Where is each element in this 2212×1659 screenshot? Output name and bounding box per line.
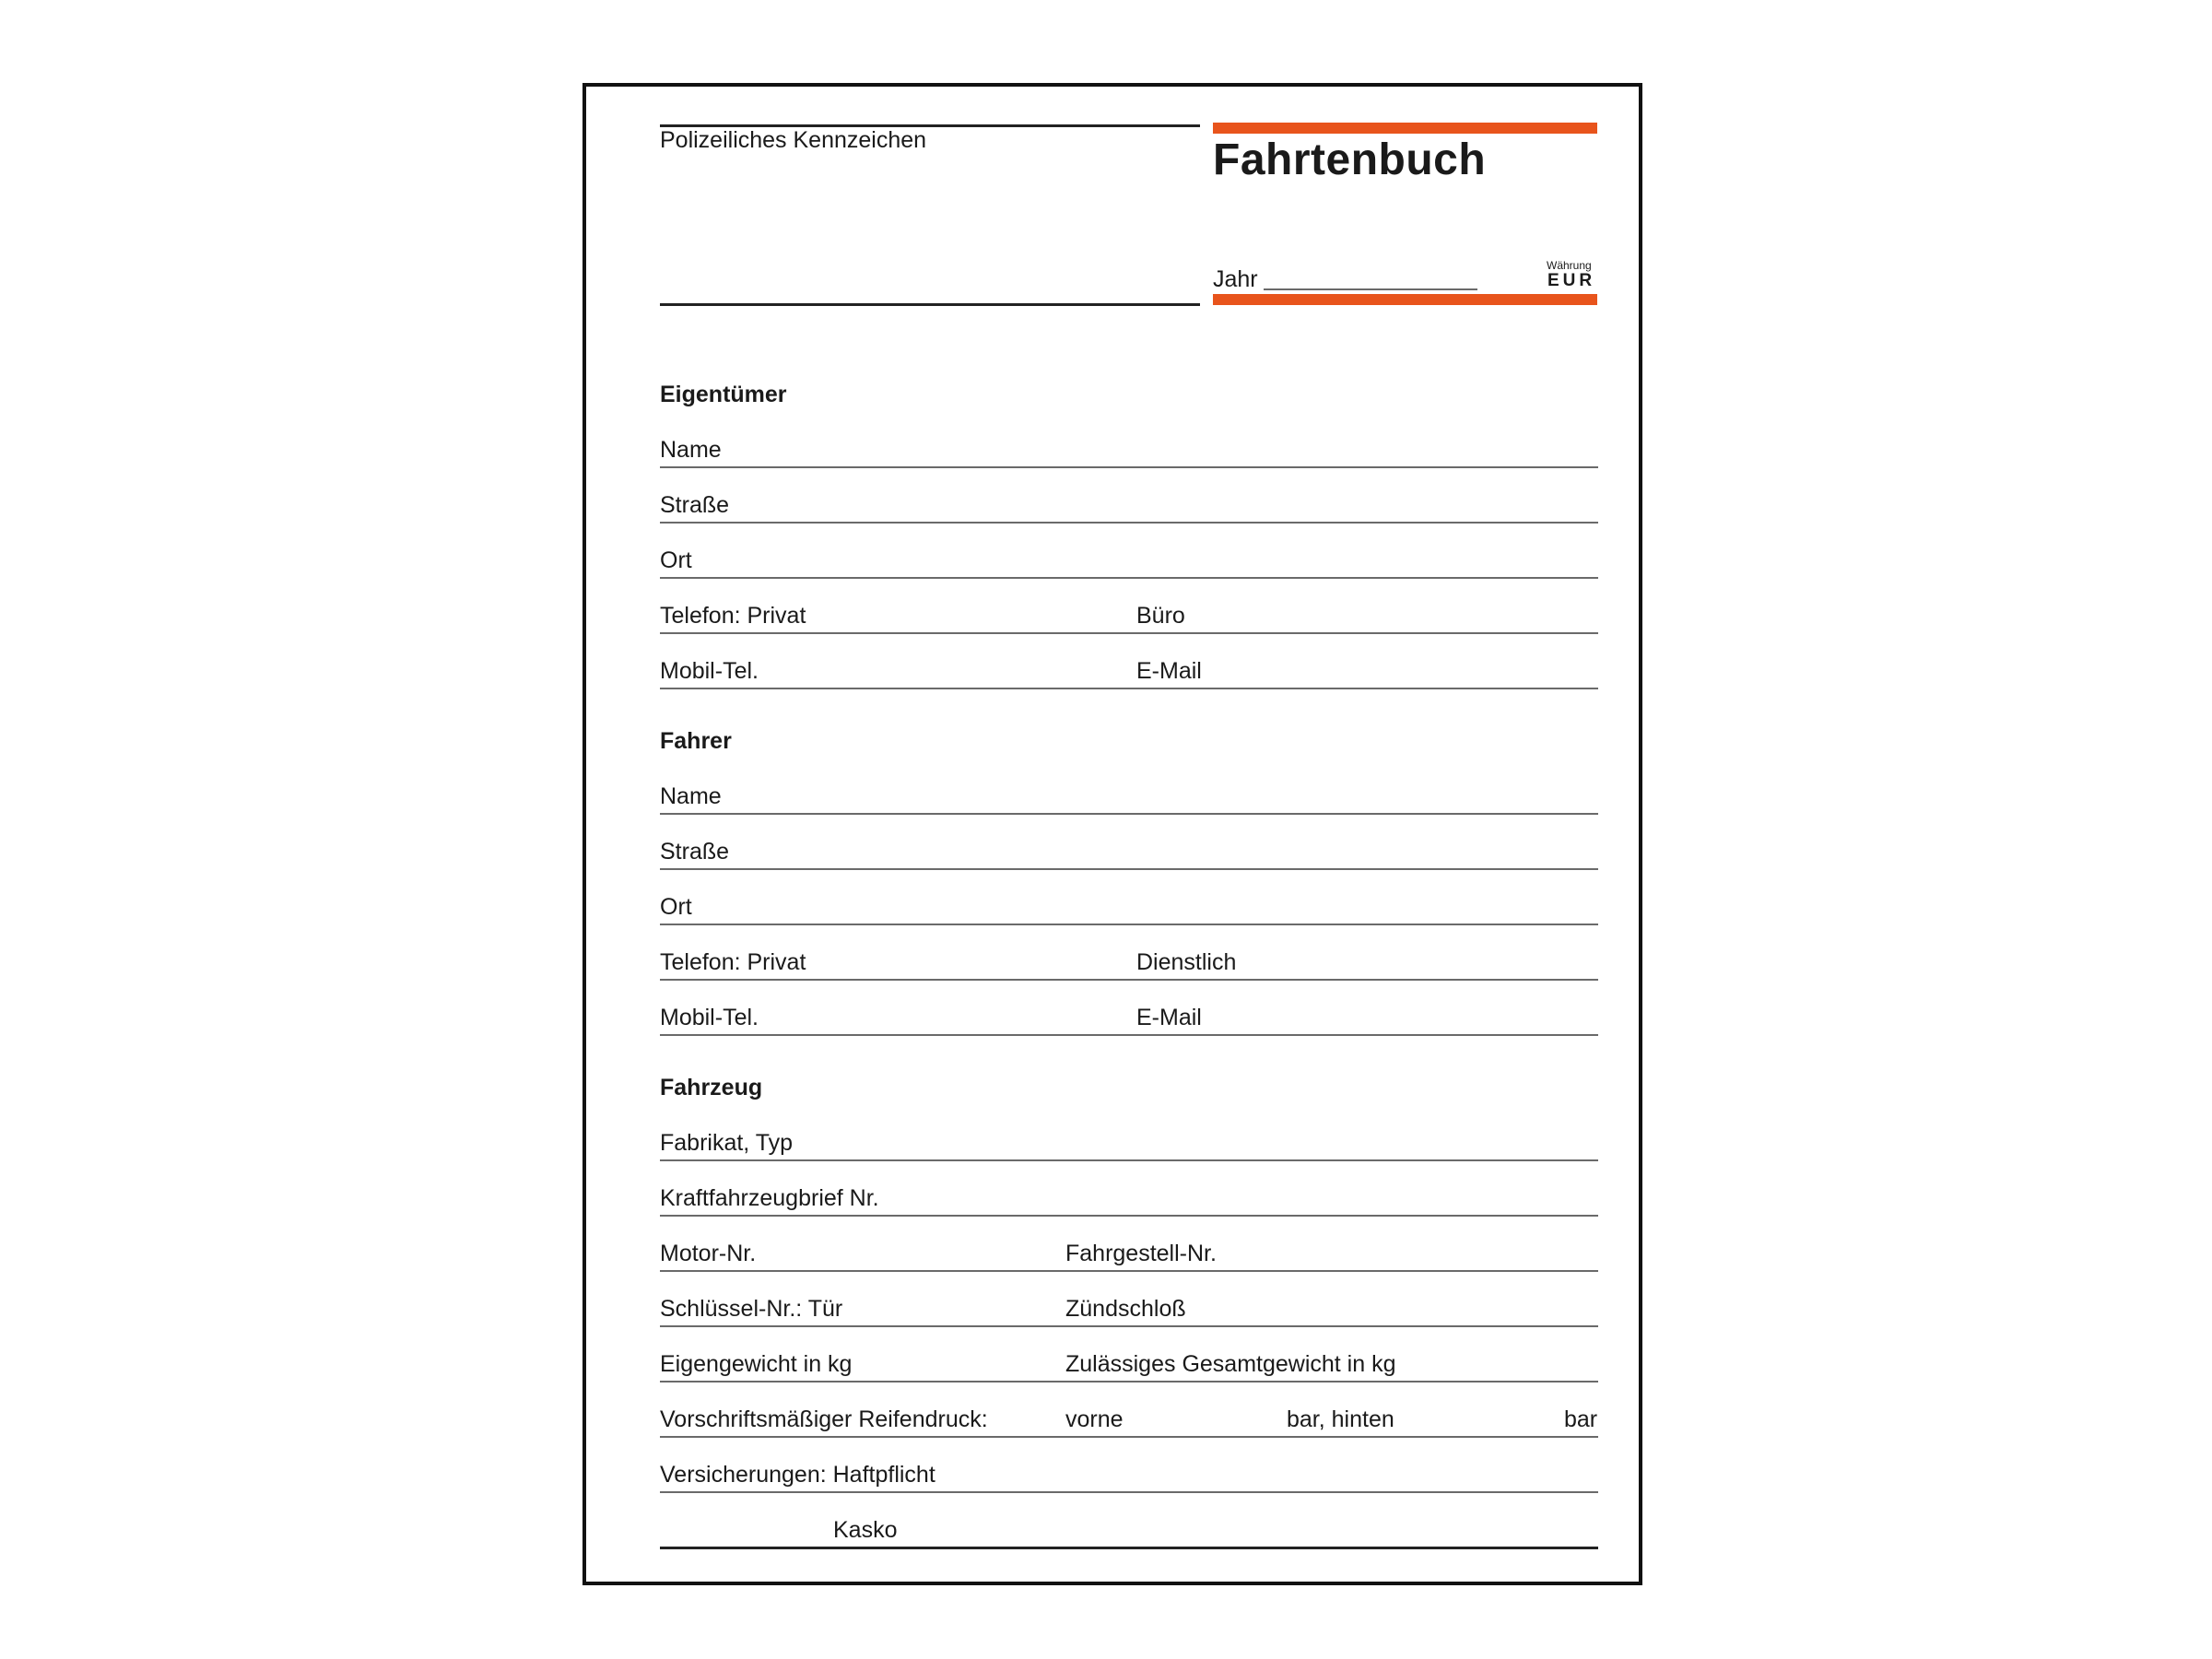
title-top-bar (1213, 123, 1597, 134)
driver-street-label: Straße (660, 839, 730, 865)
plate-label: Polizeiliches Kennzeichen (660, 127, 927, 153)
vehicle-make-label: Fabrikat, Typ (660, 1130, 794, 1156)
owner-name-field[interactable] (660, 466, 1598, 468)
vehicle-heading: Fahrzeug (660, 1075, 763, 1100)
driver-phone-field[interactable] (660, 979, 1598, 981)
vehicle-insurance-label: Versicherungen: Haftpflicht (660, 1462, 935, 1488)
owner-phone-office-label: Büro (1136, 603, 1185, 629)
owner-name-label: Name (660, 437, 722, 463)
vehicle-own-weight-label: Eigengewicht in kg (660, 1351, 853, 1377)
vehicle-tire-field[interactable] (660, 1436, 1598, 1438)
owner-street-field[interactable] (660, 522, 1598, 524)
driver-name-field[interactable] (660, 813, 1598, 815)
owner-phone-private-label: Telefon: Privat (660, 603, 806, 629)
vehicle-comprehensive-field[interactable] (660, 1547, 1598, 1549)
driver-phone-private-label: Telefon: Privat (660, 949, 806, 975)
year-label: Jahr (1213, 266, 1258, 292)
vehicle-gross-weight-label: Zulässiges Gesamtgewicht in kg (1065, 1351, 1396, 1377)
owner-mobile-field[interactable] (660, 688, 1598, 689)
driver-city-field[interactable] (660, 924, 1598, 925)
driver-name-label: Name (660, 783, 722, 809)
vehicle-registration-label: Kraftfahrzeugbrief Nr. (660, 1185, 879, 1211)
vehicle-key-ignition-label: Zündschloß (1065, 1296, 1186, 1322)
currency-value: EUR (1547, 271, 1596, 290)
driver-mobile-field[interactable] (660, 1034, 1598, 1036)
vehicle-bar-label: bar (1564, 1406, 1598, 1432)
currency-caption: Währung (1547, 259, 1592, 272)
plate-field-line[interactable] (660, 303, 1200, 306)
driver-email-label: E-Mail (1136, 1005, 1202, 1030)
vehicle-engine-field[interactable] (660, 1270, 1598, 1272)
vehicle-weight-field[interactable] (660, 1381, 1598, 1382)
vehicle-front-label: vorne (1065, 1406, 1124, 1432)
driver-mobile-label: Mobil-Tel. (660, 1005, 759, 1030)
vehicle-insurance-field[interactable] (660, 1491, 1598, 1493)
vehicle-make-field[interactable] (660, 1159, 1598, 1161)
owner-email-label: E-Mail (1136, 658, 1202, 684)
owner-heading: Eigentümer (660, 382, 787, 407)
vehicle-key-door-label: Schlüssel-Nr.: Tür (660, 1296, 843, 1322)
vehicle-tire-pressure-label: Vorschriftsmäßiger Reifendruck: (660, 1406, 988, 1432)
vehicle-chassis-label: Fahrgestell-Nr. (1065, 1241, 1217, 1266)
driver-city-label: Ort (660, 894, 692, 920)
vehicle-bar-rear-label: bar, hinten (1287, 1406, 1394, 1432)
year-field-line[interactable] (1264, 288, 1477, 290)
owner-city-label: Ort (660, 547, 692, 573)
driver-street-field[interactable] (660, 868, 1598, 870)
driver-heading: Fahrer (660, 728, 732, 754)
vehicle-engine-label: Motor-Nr. (660, 1241, 757, 1266)
owner-phone-field[interactable] (660, 632, 1598, 634)
logbook-form-page (582, 83, 1642, 1585)
vehicle-comprehensive-label: Kasko (833, 1517, 898, 1543)
driver-phone-office-label: Dienstlich (1136, 949, 1237, 975)
owner-mobile-label: Mobil-Tel. (660, 658, 759, 684)
owner-street-label: Straße (660, 492, 730, 518)
title-bottom-bar (1213, 294, 1597, 305)
vehicle-key-field[interactable] (660, 1325, 1598, 1327)
page-title: Fahrtenbuch (1213, 135, 1487, 184)
owner-city-field[interactable] (660, 577, 1598, 579)
vehicle-registration-field[interactable] (660, 1215, 1598, 1217)
